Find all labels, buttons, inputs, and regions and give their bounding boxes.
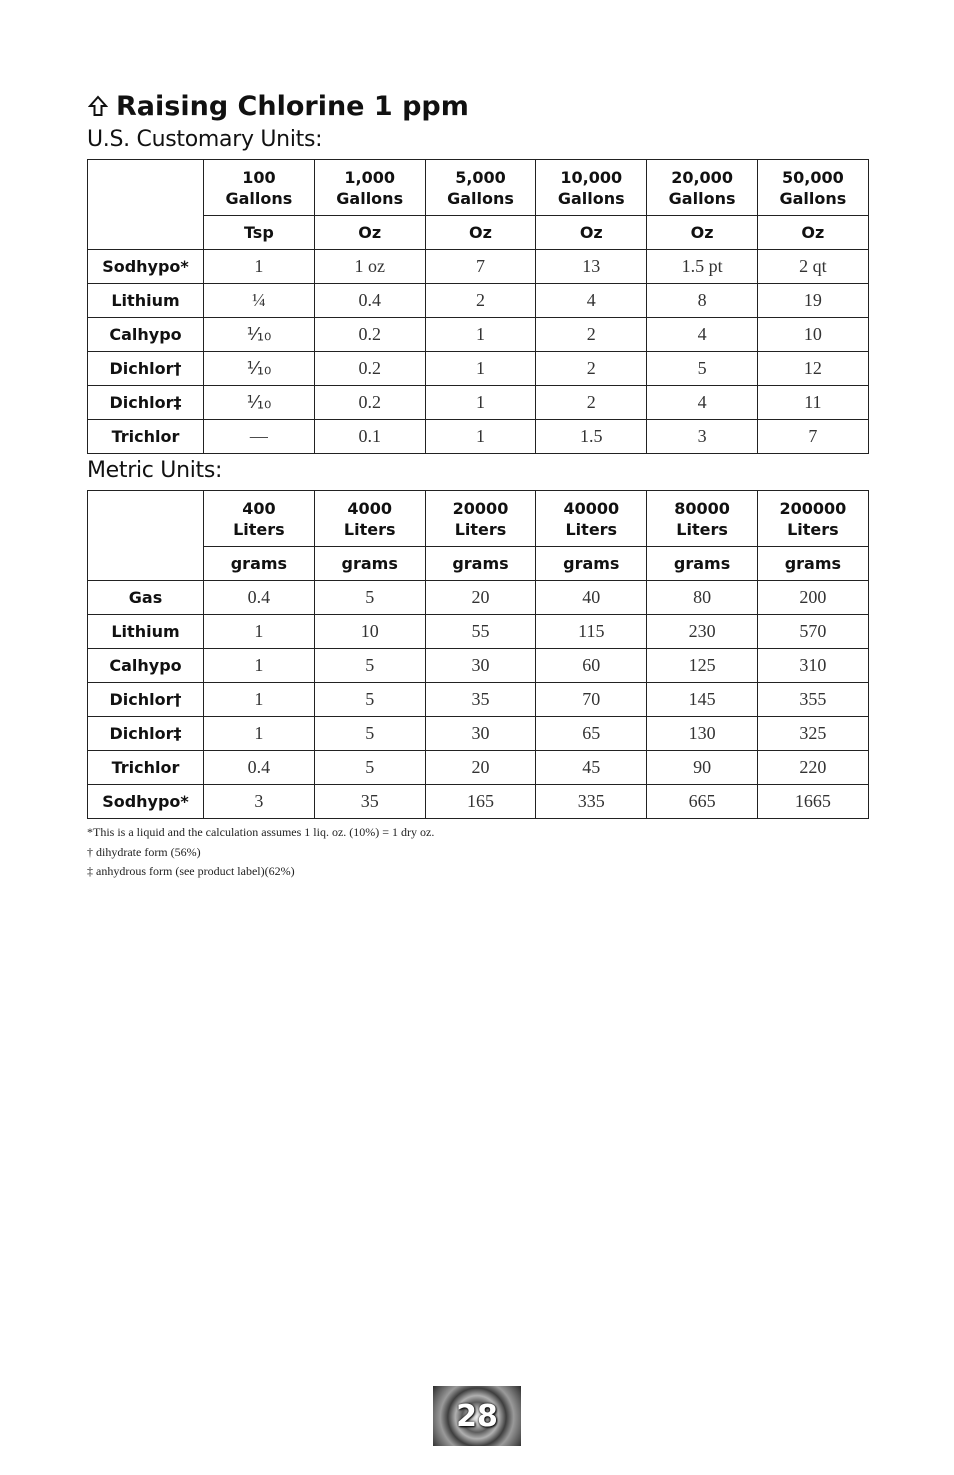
- table-cell: 665: [647, 785, 758, 819]
- column-unit: Gallons: [447, 188, 514, 208]
- column-unit: Gallons: [336, 188, 404, 208]
- table-cell: 12: [757, 352, 868, 386]
- column-header: [757, 160, 868, 216]
- column-size: 20000: [452, 498, 509, 518]
- column-unit: Liters: [454, 519, 507, 539]
- row-label: Trichlor: [88, 751, 204, 785]
- table-row: [88, 352, 869, 386]
- table-row: [88, 615, 869, 649]
- table-cell: 13: [536, 250, 647, 284]
- table-cell: 325: [757, 717, 868, 751]
- column-unit: Gallons: [668, 188, 736, 208]
- table-cell: 10: [314, 615, 425, 649]
- measure-header: grams: [425, 547, 536, 581]
- table-cell: 2 qt: [757, 250, 868, 284]
- measure-header: Oz: [314, 216, 425, 250]
- header-row: [88, 160, 869, 216]
- table-cell: 5: [314, 649, 425, 683]
- table-row: [88, 284, 869, 318]
- column-size: 100: [242, 167, 276, 187]
- measure-header: Tsp: [204, 216, 315, 250]
- measure-header: Oz: [647, 216, 758, 250]
- table-row: [88, 386, 869, 420]
- column-header: [314, 160, 425, 216]
- us-units-heading: U.S. Customary Units:: [87, 127, 323, 152]
- measure-header: Oz: [536, 216, 647, 250]
- table-cell: 1: [204, 250, 315, 284]
- table-cell: 2: [536, 352, 647, 386]
- page-title-text: Raising Chlorine 1 ppm: [116, 90, 469, 122]
- table-row: [88, 649, 869, 683]
- table-cell: 11: [757, 386, 868, 420]
- column-unit: Liters: [233, 519, 285, 539]
- table-cell: 20: [425, 751, 536, 785]
- table-cell: 5: [314, 751, 425, 785]
- table-cell: 55: [425, 615, 536, 649]
- table-cell: 1: [204, 649, 315, 683]
- up-arrow-outline-icon: [88, 95, 108, 117]
- table-cell: 5: [647, 352, 758, 386]
- column-header: [314, 491, 425, 547]
- column-unit: Liters: [565, 519, 618, 539]
- table-cell: 1: [425, 318, 536, 352]
- table-cell: 40: [536, 581, 647, 615]
- table-cell: 70: [536, 683, 647, 717]
- table-cell: 0.4: [204, 751, 315, 785]
- table-cell: 5: [314, 717, 425, 751]
- measure-header: grams: [314, 547, 425, 581]
- row-label: Lithium: [88, 284, 204, 318]
- table-cell: 1: [425, 386, 536, 420]
- page-title: [88, 86, 469, 126]
- table-cell: 19: [757, 284, 868, 318]
- row-label: Gas: [88, 581, 204, 615]
- table-row: [88, 785, 869, 819]
- table-cell: 35: [314, 785, 425, 819]
- us-customary-table: [87, 159, 869, 454]
- column-size: 4000: [347, 498, 392, 518]
- table-cell: 65: [536, 717, 647, 751]
- row-label: Sodhypo*: [88, 785, 204, 819]
- footnote-liquid: *This is a liquid and the calculation assumes 1 liq. oz. (10%) = 1 dry oz.: [87, 825, 435, 839]
- table-cell: 3: [647, 420, 758, 454]
- table-cell: 230: [647, 615, 758, 649]
- column-header: [647, 160, 758, 216]
- corner-cell: [88, 160, 204, 250]
- page-number-badge: [433, 1386, 521, 1446]
- table-cell: 1665: [757, 785, 868, 819]
- metric-units-heading: Metric Units:: [87, 458, 223, 483]
- table-cell: 7: [425, 250, 536, 284]
- row-label: Dichlor†: [88, 352, 204, 386]
- table-cell: 200: [757, 581, 868, 615]
- measure-header: grams: [757, 547, 868, 581]
- column-size: 5,000: [455, 167, 506, 187]
- column-size: 20,000: [671, 167, 733, 187]
- table-cell: —: [204, 420, 315, 454]
- table-cell: 1: [425, 352, 536, 386]
- row-label: Calhypo: [88, 318, 204, 352]
- column-header: [204, 491, 315, 547]
- table-cell: 45: [536, 751, 647, 785]
- page-number: 28: [456, 1398, 498, 1434]
- table-row: [88, 751, 869, 785]
- table-cell: 1: [425, 420, 536, 454]
- header-row: [88, 491, 869, 547]
- measure-row: [88, 216, 869, 250]
- footnote-anhydrous: ‡ anhydrous form (see product label)(62%): [87, 864, 295, 878]
- table-cell: 60: [536, 649, 647, 683]
- table-cell: 90: [647, 751, 758, 785]
- corner-cell: [88, 491, 204, 581]
- column-header: [204, 160, 315, 216]
- table-row: [88, 581, 869, 615]
- column-header: [647, 491, 758, 547]
- column-size: 80000: [674, 498, 730, 518]
- table-cell: 1: [204, 683, 315, 717]
- table-cell: 30: [425, 717, 536, 751]
- table-cell: 1 oz: [314, 250, 425, 284]
- table-cell: 115: [536, 615, 647, 649]
- table-cell: 1: [204, 615, 315, 649]
- column-unit: Liters: [343, 519, 396, 539]
- footnotes: [87, 823, 434, 882]
- metric-table: [87, 490, 869, 819]
- table-cell: 1.5 pt: [647, 250, 758, 284]
- table-cell: ¼: [204, 284, 315, 318]
- table-cell: 1: [204, 717, 315, 751]
- column-header: [536, 160, 647, 216]
- table-cell: ⅒: [204, 318, 315, 352]
- column-unit: Gallons: [557, 188, 625, 208]
- table-cell: 1.5: [536, 420, 647, 454]
- table-cell: 570: [757, 615, 868, 649]
- table-row: [88, 250, 869, 284]
- table-cell: 220: [757, 751, 868, 785]
- row-label: Trichlor: [88, 420, 204, 454]
- table-cell: 7: [757, 420, 868, 454]
- footnote-dihydrate: † dihydrate form (56%): [87, 844, 201, 859]
- column-size: 50,000: [782, 167, 844, 187]
- column-header: [425, 160, 536, 216]
- table-cell: 355: [757, 683, 868, 717]
- table-row: [88, 717, 869, 751]
- table-cell: 145: [647, 683, 758, 717]
- column-unit: Liters: [676, 519, 728, 539]
- column-size: 1,000: [344, 167, 395, 187]
- table-cell: 5: [314, 683, 425, 717]
- table-cell: 130: [647, 717, 758, 751]
- column-size: 200000: [779, 498, 847, 518]
- measure-header: grams: [536, 547, 647, 581]
- table-cell: 80: [647, 581, 758, 615]
- table-cell: ⅒: [204, 352, 315, 386]
- row-label: Calhypo: [88, 649, 204, 683]
- column-unit: Gallons: [225, 188, 293, 208]
- measure-header: grams: [647, 547, 758, 581]
- table-cell: 8: [647, 284, 758, 318]
- table-cell: 335: [536, 785, 647, 819]
- table-cell: 125: [647, 649, 758, 683]
- table-cell: 2: [536, 318, 647, 352]
- table-row: [88, 420, 869, 454]
- measure-header: grams: [204, 547, 315, 581]
- table-cell: 35: [425, 683, 536, 717]
- table-cell: 4: [536, 284, 647, 318]
- row-label: Dichlor‡: [88, 717, 204, 751]
- table-cell: 20: [425, 581, 536, 615]
- table-cell: 310: [757, 649, 868, 683]
- column-size: 40000: [563, 498, 620, 518]
- table-cell: 0.2: [314, 386, 425, 420]
- table-cell: 0.1: [314, 420, 425, 454]
- table-cell: 4: [647, 386, 758, 420]
- table-cell: 0.4: [314, 284, 425, 318]
- table-cell: 0.4: [204, 581, 315, 615]
- table-cell: 30: [425, 649, 536, 683]
- table-cell: 0.2: [314, 318, 425, 352]
- table-cell: 5: [314, 581, 425, 615]
- table-cell: 10: [757, 318, 868, 352]
- row-label: Sodhypo*: [88, 250, 204, 284]
- column-size: 10,000: [560, 167, 623, 187]
- measure-header: Oz: [425, 216, 536, 250]
- row-label: Dichlor†: [88, 683, 204, 717]
- table-row: [88, 318, 869, 352]
- row-label: Dichlor‡: [88, 386, 204, 420]
- table-row: [88, 683, 869, 717]
- column-header: [536, 491, 647, 547]
- column-header: [425, 491, 536, 547]
- column-header: [757, 491, 868, 547]
- measure-header: Oz: [757, 216, 868, 250]
- table-cell: 0.2: [314, 352, 425, 386]
- measure-row: [88, 547, 869, 581]
- column-unit: Gallons: [779, 188, 847, 208]
- row-label: Lithium: [88, 615, 204, 649]
- table-cell: ⅒: [204, 386, 315, 420]
- table-cell: 3: [204, 785, 315, 819]
- column-unit: Liters: [787, 519, 839, 539]
- table-cell: 165: [425, 785, 536, 819]
- table-cell: 2: [536, 386, 647, 420]
- table-cell: 2: [425, 284, 536, 318]
- column-size: 400: [242, 498, 276, 518]
- table-cell: 4: [647, 318, 758, 352]
